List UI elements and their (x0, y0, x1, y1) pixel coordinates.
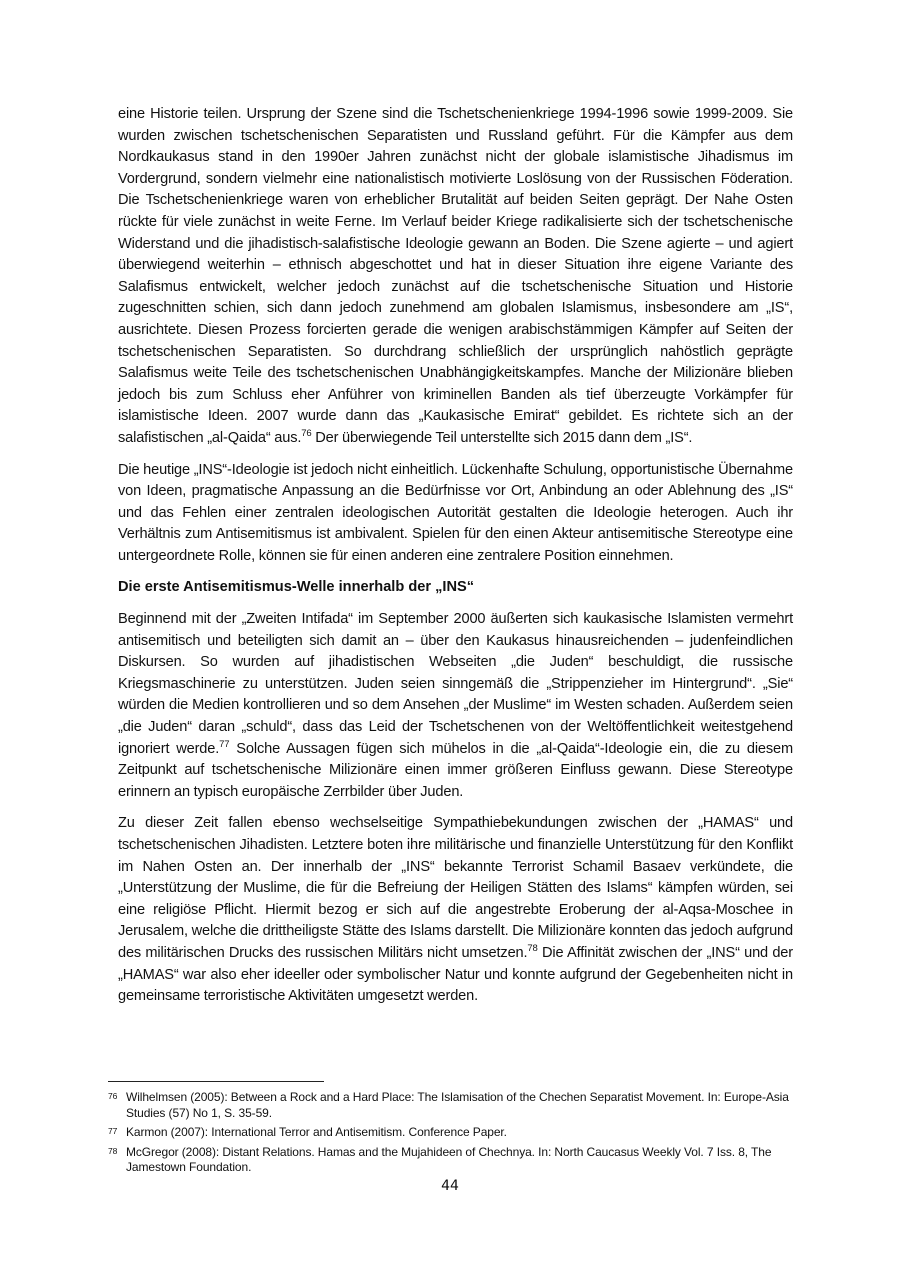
body-paragraph (118, 460, 793, 568)
footnote-number: 77 (108, 1126, 118, 1136)
footnotes (108, 1090, 793, 1180)
footnote-text: Karmon (2007): International Terror and Antisemitism. Conference Paper. (126, 1125, 507, 1139)
body-paragraph (118, 813, 793, 1007)
body-text (118, 104, 793, 1018)
footnote-item (108, 1145, 793, 1176)
footnote-text: Wilhelmsen (2005): Between a Rock and a Hard Place: The Islamisation of the Chechen Separatist Movement. In: Europe-Asia Studies (57) No 1, S. 35-59. (126, 1090, 789, 1120)
footnote-separator (108, 1081, 324, 1082)
footnote-item (108, 1090, 793, 1121)
paragraph-text: Zu dieser Zeit fallen ebenso wechselseitige Sympathiebekundungen zwischen der „HAMAS“ und tschetschenischen Jihadisten. Letztere boten ihre militärische und finanzielle Unterstützung für den Konflikt im Nahen Osten an. Der innerhalb der „INS“ bekannte Terrorist Schamil Basaev verkündete, die „Unterstützung der Muslime, die für die Befreiung der Heiligen Stätten des Islams“ kämpfen würden, sei eine religiöse Pflicht. Hiermit bezog er sich auf die angestrebte Eroberung der al-Aqsa-Moschee in Jerusalem, welche die drittheiligste Stätte des Islams darstellt. Die Milizionäre konnten das jedoch aufgrund des militärischen Drucks des russischen Militärs nicht umsetzen. (118, 815, 793, 961)
footnote-item (108, 1125, 793, 1141)
paragraph-text: Solche Aussagen fügen sich mühelos in die „al-Qaida“-Ideologie ein, die zu diesem Zeitpunkt auf tschetschenische Milizionäre einen immer größeren Einfluss gewann. Diese Stereotype erinnern an typisch europäische Zerrbilder über Juden. (118, 740, 794, 800)
footnote-number: 76 (108, 1091, 118, 1101)
paragraph-text: eine Historie teilen. Ursprung der Szene sind die Tschetschenienkriege 1994-1996 sowie 1999-2009. Sie wurden zwischen tschetschenischen Separatisten und Russland geführt. Für die Kämpfer aus dem Nordkaukasus stand in den 1990er Jahren zunächst nicht der globale islamistische Jihadismus im Vordergrund, sondern vielmehr eine nationalistisch motivierte Loslösung von der Russischen Föderation. Die Tschetschenienkriege waren von erheblicher Brutalität auf beiden Seiten geprägt. Der Nahe Osten rückte für viele zunächst in weite Ferne. Im Verlauf beider Kriege radikalisierte sich der tschetschenische Widerstand und die jihadistisch-salafistische Ideologie gewann an Boden. Die Szene agierte – und agiert überwiegend weiterhin – ethnisch abgeschottet und hat in dieser Situation ihre eigene Variante des Salafismus entwickelt, welcher jedoch zunächst auf die tschetschenische Situation und Historie zugeschnitten schien, sich dann jedoch zunehmend am globalen Islamismus, insbesondere am „IS“, ausrichtete. Diesen Prozess forcierten gerade die wenigen arabischstämmigen Kämpfer auf Seiten der tschetschenischen Separatisten. So durchdrang schließlich der ursprünglich nahöstlich geprägte Salafismus weite Teile des tschetschenischen Unabhängigkeitskampfes. Manche der Milizionäre blieben jedoch bis zum Schluss eher Anführer von kriminellen Banden als tief überzeugte Vorkämpfer für islamistische Ideen. 2007 wurde dann das „Kaukasische Emirat“ gebildet. Es richtete sich an der salafistischen „al-Qaida“ aus. (118, 106, 793, 446)
footnote-text: McGregor (2008): Distant Relations. Hamas and the Mujahideen of Chechnya. In: North Caucasus Weekly Vol. 7 Iss. 8, The Jamestown Foundation. (126, 1144, 772, 1174)
section-heading: Die erste Antisemitismus-Welle innerhalb der „INS“ (118, 579, 475, 596)
paragraph-text: Beginnend mit der „Zweiten Intifada“ im September 2000 äußerten sich kaukasische Islamisten vermehrt antisemitisch und beteiligten sich damit an – über den Kaukasus hinausreichenden – judenfeindlichen Diskursen. So wurden auf jihadistischen Webseiten „die Juden“ beschuldigt, die russische Kriegsmaschinerie zu unterstützen. Juden seien sinngemäß die „Strippenzieher im Hintergrund“. „Sie“ würden die Medien kontrollieren und so dem Ansehen „der Muslime“ im Westen schaden. Außerdem seien „die Juden“ daran „schuld“, dass das Leid der Tschetschenen von der Weltöffentlichkeit weitestgehend ignoriert werde. (118, 611, 793, 757)
footnote-reference: 78 (527, 943, 538, 955)
footnote-reference: 76 (301, 428, 312, 440)
body-paragraph (118, 609, 793, 803)
footnote-reference: 77 (219, 738, 230, 750)
footnote-number: 78 (108, 1145, 118, 1156)
page-number: 44 (441, 1178, 459, 1194)
paragraph-text: Die Affinität zwischen der „INS“ und der „HAMAS“ war also eher ideeller oder symbolischer Natur und konnte aufgrund der Gegebenheiten nicht in gemeinsame terroristische Aktivitäten umgesetzt werden. (118, 944, 793, 1005)
paragraph-text: Die heutige „INS“-Ideologie ist jedoch nicht einheitlich. Lückenhafte Schulung, opportunistische Übernahme von Ideen, pragmatische Anpassung an die Bedürfnisse vor Ort, Anbindung an oder Ablehnung des „IS“ und das Fehlen einer zentralen ideologischen Autorität gestalten die Ideologie heterogen. Auch ihr Verhältnis zum Antisemitismus ist ambivalent. Spielen für den einen Akteur antisemitische Stereotype eine untergeordnete Rolle, können sie für einen anderen eine zentralere Position einnehmen. (118, 461, 793, 564)
body-paragraph (118, 104, 793, 450)
paragraph-text: Der überwiegende Teil unterstellte sich 2015 dann dem „IS“. (311, 429, 693, 446)
